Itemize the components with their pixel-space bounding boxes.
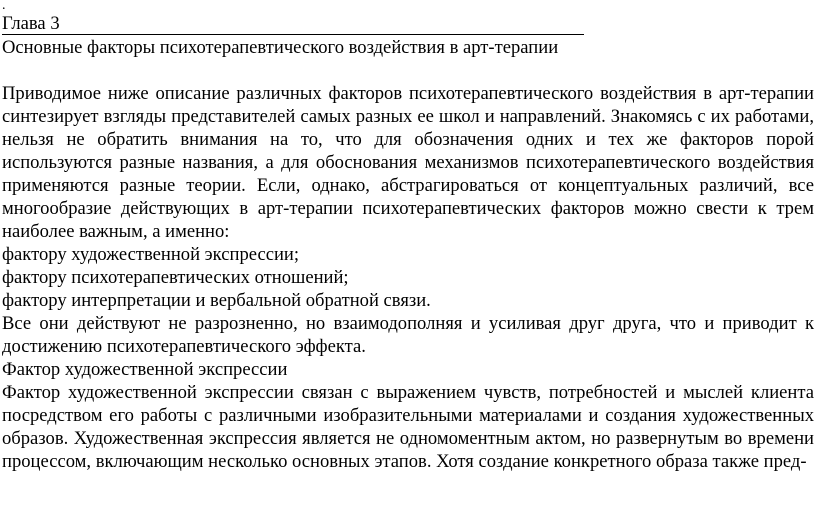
factor-item-2: фактору психотерапевтических отношений;	[2, 267, 349, 288]
intro-paragraph: Приводимое ниже описание различных факторов психотерапевтического воздействия в арт-терапии синтезирует взгляды представителей самых разных ее школ и направлений. Знакомясь с их работами, нельзя не обратить внимания на то, что для обозначения одних и тех же факторов порой используются разные названия, а для обоснования механизмов психотерапевтического воздействия применяются разные теории. Если, однако, абстрагироваться от концептуальных различий, все многообразие действующих в арт-терапии психотерапевтических факторов можно свести к трем наиболее важным, а именно:	[2, 83, 814, 242]
section-paragraph: Фактор художественной экспрессии связан с выражением чувств, потребностей и мыслей клиента посредством его работы с различными изобразительными материалами и создания художественных образов. Художественная экспрессия является не одномоментным актом, но развернутым во времени процессом, включающим несколько основных этапов. Хотя создание конкретного образа также пред-	[2, 382, 814, 472]
chapter-title: Глава 3	[2, 14, 584, 35]
chapter-subtitle: Основные факторы психотерапевтического воздействия в арт-терапии	[2, 37, 559, 58]
factor-item-3: фактору интерпретации и вербальной обратной связи.	[2, 290, 431, 311]
document-page	[2, 0, 814, 473]
top-mark: .	[2, 0, 6, 13]
summary-paragraph: Все они действуют не разрозненно, но взаимодополняя и усиливая друг друга, что и приводит к достижению психотерапевтического эффекта.	[2, 313, 814, 357]
factor-item-1: фактору художественной экспрессии;	[2, 244, 300, 265]
chapter-heading	[2, 12, 814, 35]
blank-line	[2, 59, 814, 82]
section-heading: Фактор художественной экспрессии	[2, 359, 288, 380]
